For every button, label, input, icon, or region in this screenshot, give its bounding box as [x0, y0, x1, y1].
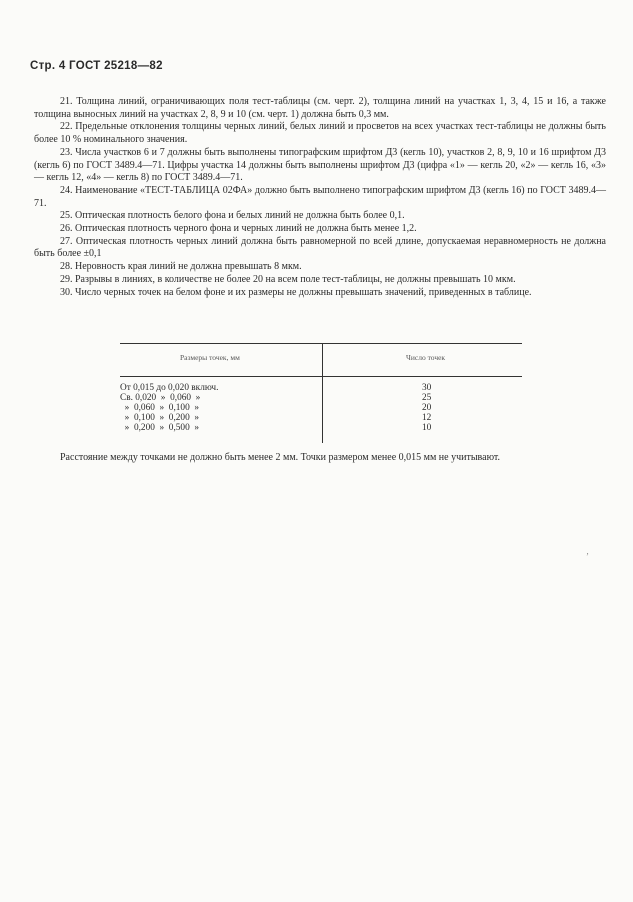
paragraph-28: 28. Неровность края линий не должна превышать 8 мкм. [60, 261, 302, 273]
paragraph-23: 23. Числа участков 6 и 7 должны быть выполнены типографским шрифтом Д3 (кегль 10), участков 2, 8, 9, 10 и 16 шрифтом Д3 (кегль 6) по ГОСТ 3489.4—71. Цифры участка 14 должны быть выполнены шрифтом Д3 (цифра «1» — кегль 20, «2» — кегль 16, «3» — кегль 12, «4» — кегль 8) по ГОСТ 3489.4—71. [34, 146, 606, 184]
dots-table [120, 343, 522, 445]
paragraph-29: 29. Разрывы в линиях, в количестве не более 20 на всем поле тест-таблицы, не должны превышать 10 мкм. [60, 273, 516, 285]
table-cell-count: 25 [422, 393, 432, 403]
paragraph-21: 21. Толщина линий, ограничивающих поля тест-таблицы (см. черт. 2), толщина линий на участках 1, 3, 4, 15 и 16, а также толщина выносных линий на участках 2, 8, 9 и 10 (см. черт. 1) должна быть 0,3 мм. [34, 96, 606, 120]
table-cell-size: От 0,015 до 0,020 включ. [120, 383, 219, 393]
page-header: Стр. 4 ГОСТ 25218—82 [30, 60, 163, 72]
table-top-rule [120, 343, 522, 344]
table-cell-size: Св. 0,020 » 0,060 » [120, 393, 201, 403]
table-cell-count: 10 [422, 423, 432, 433]
footer-text: Расстояние между точками не должно быть менее 2 мм. Точки размером менее 0,015 мм не учитывают. [60, 452, 501, 463]
table-header-count: Число точек [406, 353, 446, 362]
paragraph-30: 30. Число черных точек на белом фоне и их размеры не должны превышать значений, приведенных в таблице. [60, 286, 532, 298]
stray-mark: ‚ [586, 546, 589, 556]
paragraph-21-23 [34, 96, 606, 299]
paragraph-25: 25. Оптическая плотность белого фона и белых линий не должна быть более 0,1. [60, 210, 405, 222]
table-cell-size: » 0,100 » 0,200 » [120, 413, 200, 423]
table-cell-count: 12 [422, 413, 432, 423]
table-cell-count: 20 [422, 403, 432, 413]
table-cell-count: 30 [422, 383, 432, 393]
paragraph-26: 26. Оптическая плотность черного фона и черных линий не должна быть менее 1,2. [60, 223, 417, 235]
table-header-size: Размеры точек, мм [180, 353, 240, 362]
table-cell-size: » 0,200 » 0,500 » [120, 423, 200, 433]
paragraph-27: 27. Оптическая плотность черных линий должна быть равномерной по всей длине, допускаемая неравномерность не должна быть более ±0,1 [34, 235, 606, 260]
table-column-divider [322, 343, 323, 443]
table-header-rule [120, 376, 522, 377]
footer-paragraph [34, 452, 606, 465]
paragraph-22: 22. Предельные отклонения толщины черных линий, белых линий и просветов на всех участках тест-таблицы не должны быть более 10 % номинального значения. [34, 121, 606, 146]
paragraph-24: 24. Наименование «ТЕСТ-ТАБЛИЦА 02ФА» должно быть выполнено типографским шрифтом Д3 (кегль 16) по ГОСТ 3489.4—71. [34, 184, 606, 209]
table-cell-size: » 0,060 » 0,100 » [120, 403, 200, 413]
